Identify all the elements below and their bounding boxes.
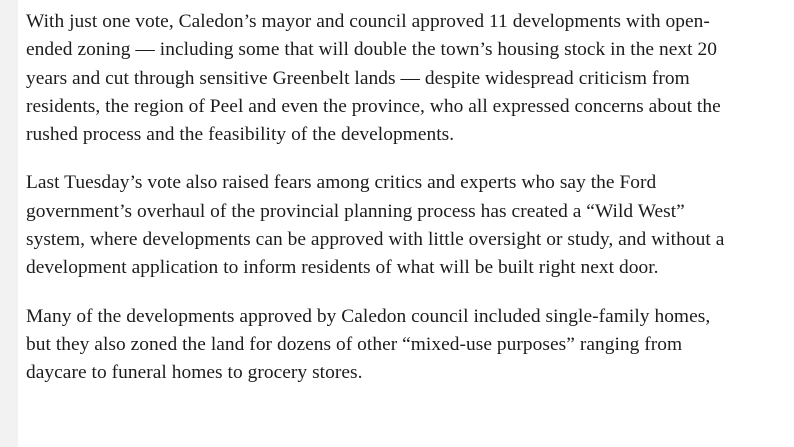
left-margin-strip <box>0 0 18 447</box>
article-body <box>26 8 726 388</box>
article-paragraph: With just one vote, Caledon’s mayor and council approved 11 developments with open-ended zoning — including some that will double the town’s housing stock in the next 20 years and cut through sensitive Greenbelt lands — despite widespread criticism from residents, the region of Peel and even the province, who all expressed concerns about the rushed process and the feasibility of the developments. <box>26 11 721 146</box>
article-paragraph: Last Tuesday’s vote also raised fears among critics and experts who say the Ford government’s overhaul of the provincial planning process has created a “Wild West” system, where developments can be approved with little oversight or study, and without a development application to inform residents of what will be built right next door. <box>26 172 725 279</box>
article-paragraph: Many of the developments approved by Caledon council included single-family homes, but they also zoned the land for dozens of other “mixed-use purposes” ranging from daycare to funeral homes to grocery stores. <box>26 305 711 384</box>
